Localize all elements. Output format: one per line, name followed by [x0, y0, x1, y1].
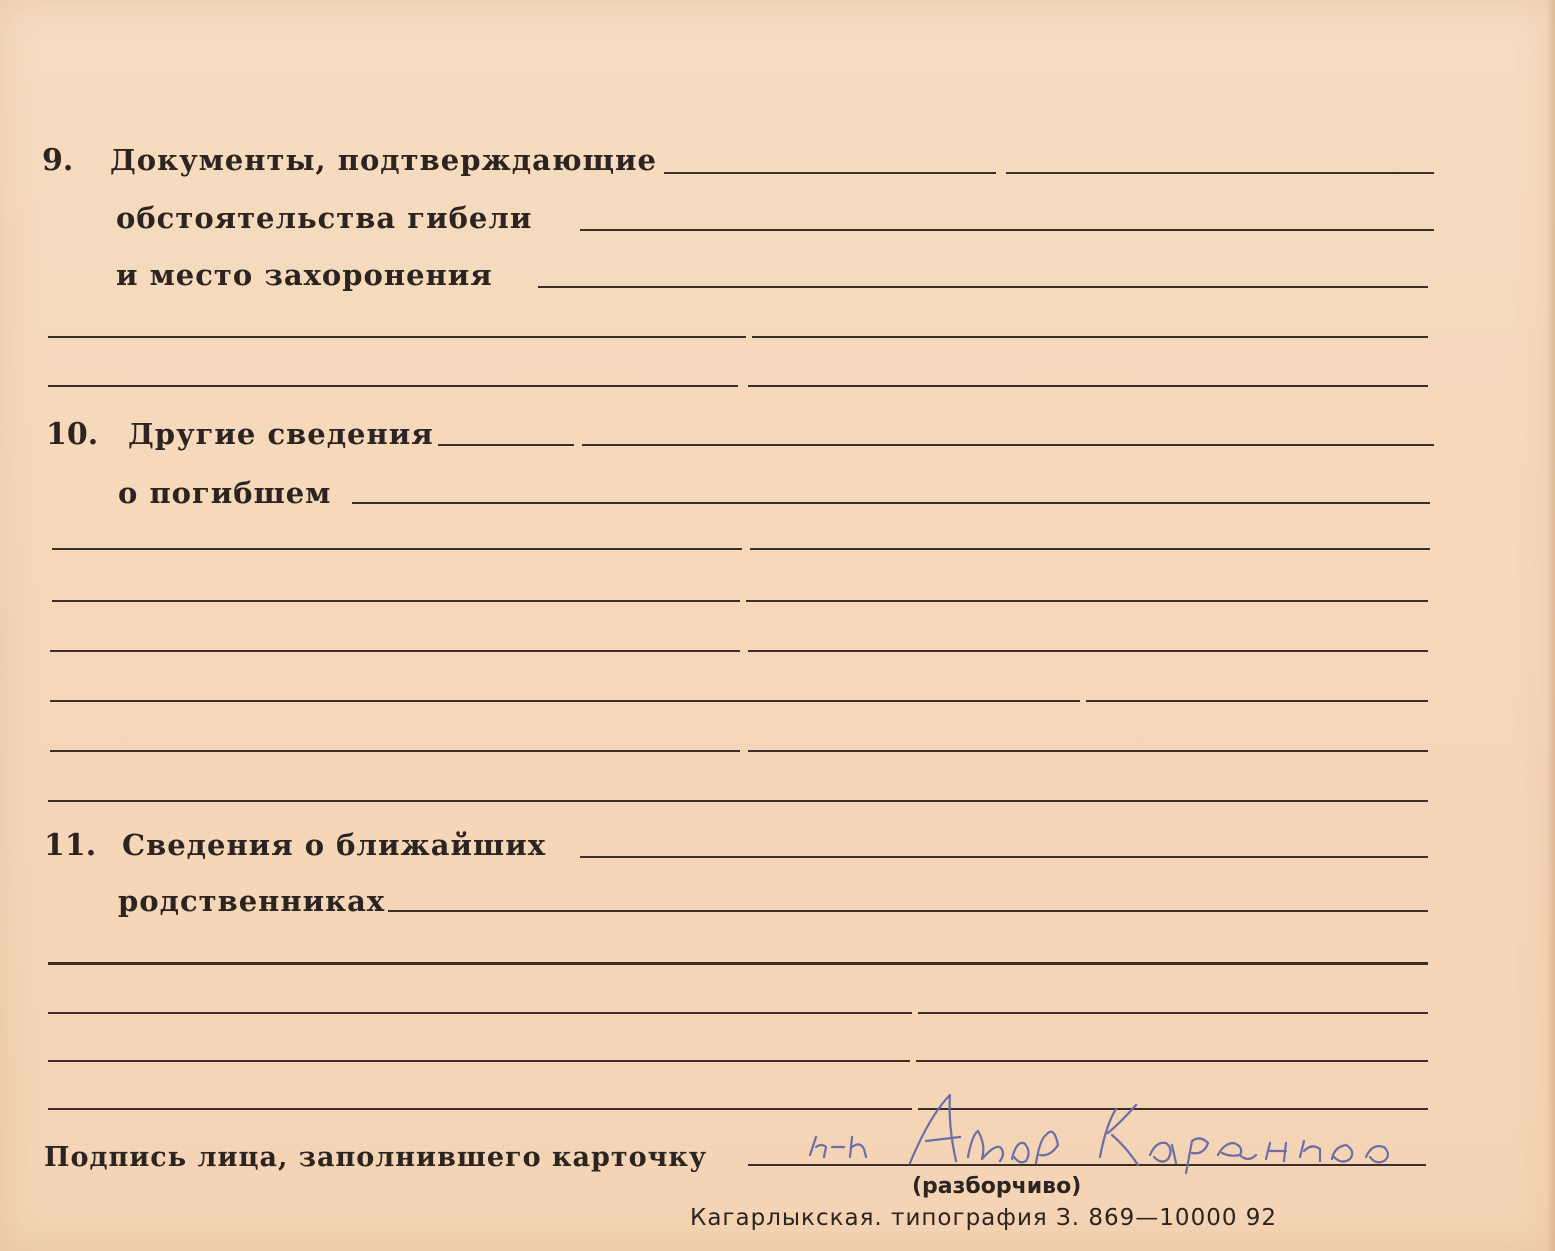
fill-line	[918, 1012, 1428, 1014]
printer-imprint: Кагарлыкская. типография З. 869—10000 92	[690, 1205, 1278, 1231]
fill-line	[580, 229, 1434, 231]
fill-line	[50, 700, 1080, 702]
signature-hint: (разборчиво)	[912, 1174, 1082, 1199]
section-11-label-line-1: Сведения о ближайших	[122, 828, 547, 862]
section-9-label-line-3: и место захоронения	[116, 258, 493, 292]
fill-line	[48, 1060, 910, 1062]
fill-line	[748, 385, 1428, 387]
fill-line	[1006, 172, 1434, 174]
fill-line	[752, 336, 1428, 338]
fill-line	[48, 1012, 912, 1014]
fill-line	[48, 385, 738, 387]
handwritten-signature	[800, 1085, 1480, 1180]
section-11-label-line-2: родственниках	[118, 884, 386, 918]
section-10-label-line-2: о погибшем	[118, 476, 332, 510]
fill-line	[582, 444, 1434, 446]
fill-line	[538, 286, 1428, 288]
section-9-label-line-2: обстоятельства гибели	[116, 201, 533, 235]
fill-line	[52, 600, 740, 602]
section-9-label-line-1: Документы, подтверждающие	[110, 143, 657, 177]
fill-line	[580, 856, 1428, 858]
fill-line	[664, 172, 996, 174]
fill-line	[746, 600, 1428, 602]
fill-line	[48, 800, 1428, 802]
fill-line	[50, 650, 740, 652]
fill-line	[916, 1060, 1428, 1062]
fill-line	[750, 548, 1430, 550]
fill-line	[50, 750, 740, 752]
section-10-number: 10.	[46, 417, 99, 452]
fill-line	[48, 962, 1428, 965]
fill-line	[1086, 700, 1428, 702]
fill-line	[48, 1108, 912, 1110]
section-10-label-line-1: Другие сведения	[128, 417, 434, 451]
fill-line	[438, 444, 574, 446]
fill-line	[388, 910, 1428, 912]
section-9-number: 9.	[42, 143, 74, 178]
fill-line	[748, 750, 1428, 752]
section-11-number: 11.	[44, 828, 97, 863]
paper-edge-shadow	[1547, 0, 1555, 1251]
fill-line	[352, 502, 1430, 504]
fill-line	[748, 650, 1428, 652]
signature-label: Подпись лица, заполнившего карточку	[44, 1142, 708, 1173]
fill-line	[48, 336, 746, 338]
fill-line	[52, 548, 742, 550]
